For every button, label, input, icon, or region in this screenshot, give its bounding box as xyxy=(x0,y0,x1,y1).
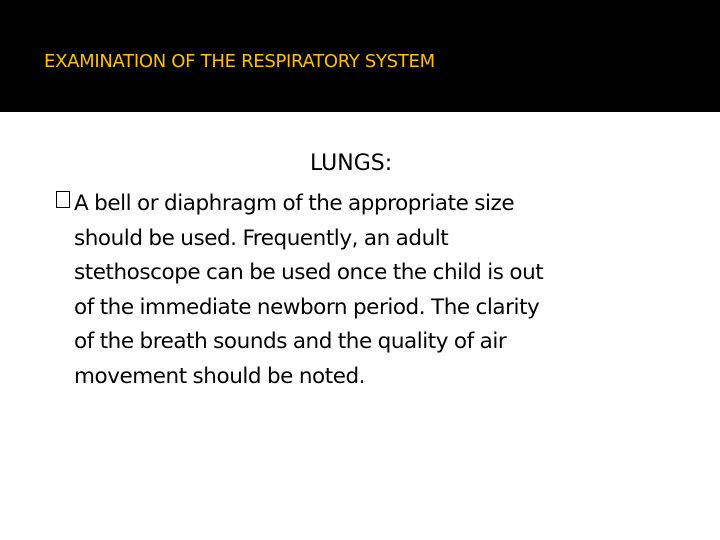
bullet-line: A bell or diaphragm of the appropriate size xyxy=(74,191,515,216)
section-heading: LUNGS: xyxy=(310,151,393,176)
bullet-text xyxy=(74,187,714,394)
missing-glyph-box-icon xyxy=(56,191,70,208)
bullet-line: movement should be noted. xyxy=(74,363,366,389)
bullet-line: of the breath sounds and the quality of air xyxy=(74,329,507,354)
slide-title: EXAMINATION OF THE RESPIRATORY SYSTEM xyxy=(44,51,435,72)
bullet-line: stethoscope can be used once the child is out xyxy=(74,260,544,285)
bullet-line: should be used. Frequently, an adult xyxy=(74,225,449,251)
bullet-line: of the immediate newborn period. The clarity xyxy=(74,294,540,320)
